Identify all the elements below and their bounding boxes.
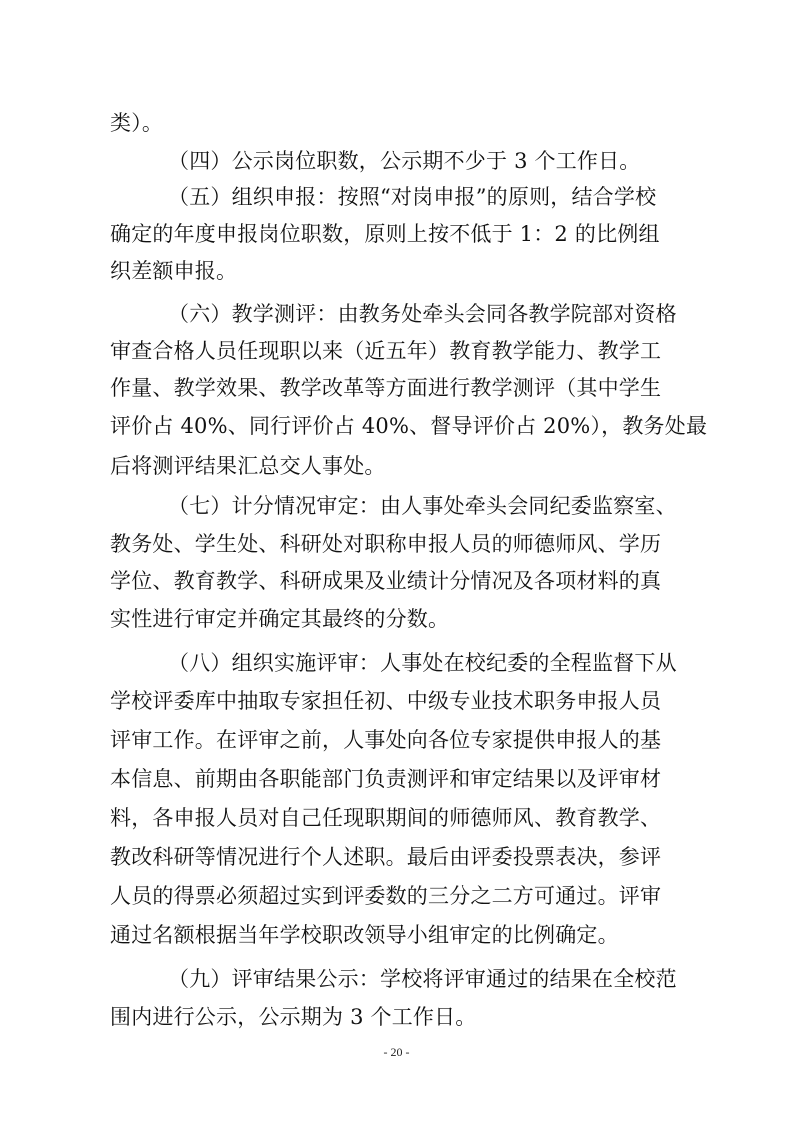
text-line-1: 类）。 <box>110 111 164 135</box>
text-line-23: （九）评审结果公示：学校将评审通过的结果在全校范 <box>168 967 677 991</box>
text-line-15: （八）组织实施评审：人事处在校纪委的全程监督下从 <box>168 651 677 675</box>
text-line-16: 学校评委库中抽取专家担任初、中级专业技术职务申报人员 <box>110 689 662 713</box>
text-line-3: （五）组织申报：按照“对岗申报”的原则，结合学校 <box>168 185 657 209</box>
text-line-22: 通过名额根据当年学校职改领导小组审定的比例确定。 <box>110 923 619 947</box>
text-line-9: 评价占 40%、同行评价占 40%、督导评价占 20%），教务处最 <box>110 414 708 438</box>
text-line-24: 围内进行公示，公示期为 3 个工作日。 <box>110 1005 477 1029</box>
text-line-20: 教改科研等情况进行个人述职。最后由评委投票表决，参评 <box>110 845 662 869</box>
page-number: - 20 - <box>383 1045 410 1059</box>
text-line-18: 本信息、前期由各职能部门负责测评和审定结果以及评审材 <box>110 767 662 791</box>
text-line-17: 评审工作。在评审之前，人事处向各位专家提供申报人的基 <box>110 728 662 752</box>
text-line-6: （六）教学测评：由教务处牵头会同各教学院部对资格 <box>168 302 677 326</box>
text-line-10: 后将测评结果汇总交人事处。 <box>110 454 386 478</box>
text-line-21: 人员的得票必须超过实到评委数的三分之二方可通过。评审 <box>110 884 662 908</box>
text-line-14: 实性进行审定并确定其最终的分数。 <box>110 607 450 631</box>
text-line-11: （七）计分情况审定：由人事处牵头会同纪委监察室、 <box>168 494 677 518</box>
text-line-19: 料，各申报人员对自己任现职期间的师德师风、教育教学、 <box>110 806 662 830</box>
text-line-12: 教务处、学生处、科研处对职称申报人员的师德师风、学历 <box>110 532 662 556</box>
text-line-5: 织差额申报。 <box>110 259 238 283</box>
text-line-4: 确定的年度申报岗位职数，原则上按不低于 1：2 的比例组 <box>110 222 660 246</box>
text-line-2: （四）公示岗位职数，公示期不少于 3 个工作日。 <box>168 149 641 173</box>
text-line-7: 审查合格人员任现职以来（近五年）教育教学能力、教学工 <box>110 339 662 363</box>
text-line-13: 学位、教育教学、科研成果及业绩计分情况及各项材料的真 <box>110 569 662 593</box>
text-line-8: 作量、教学效果、教学改革等方面进行教学测评（其中学生 <box>110 376 662 400</box>
